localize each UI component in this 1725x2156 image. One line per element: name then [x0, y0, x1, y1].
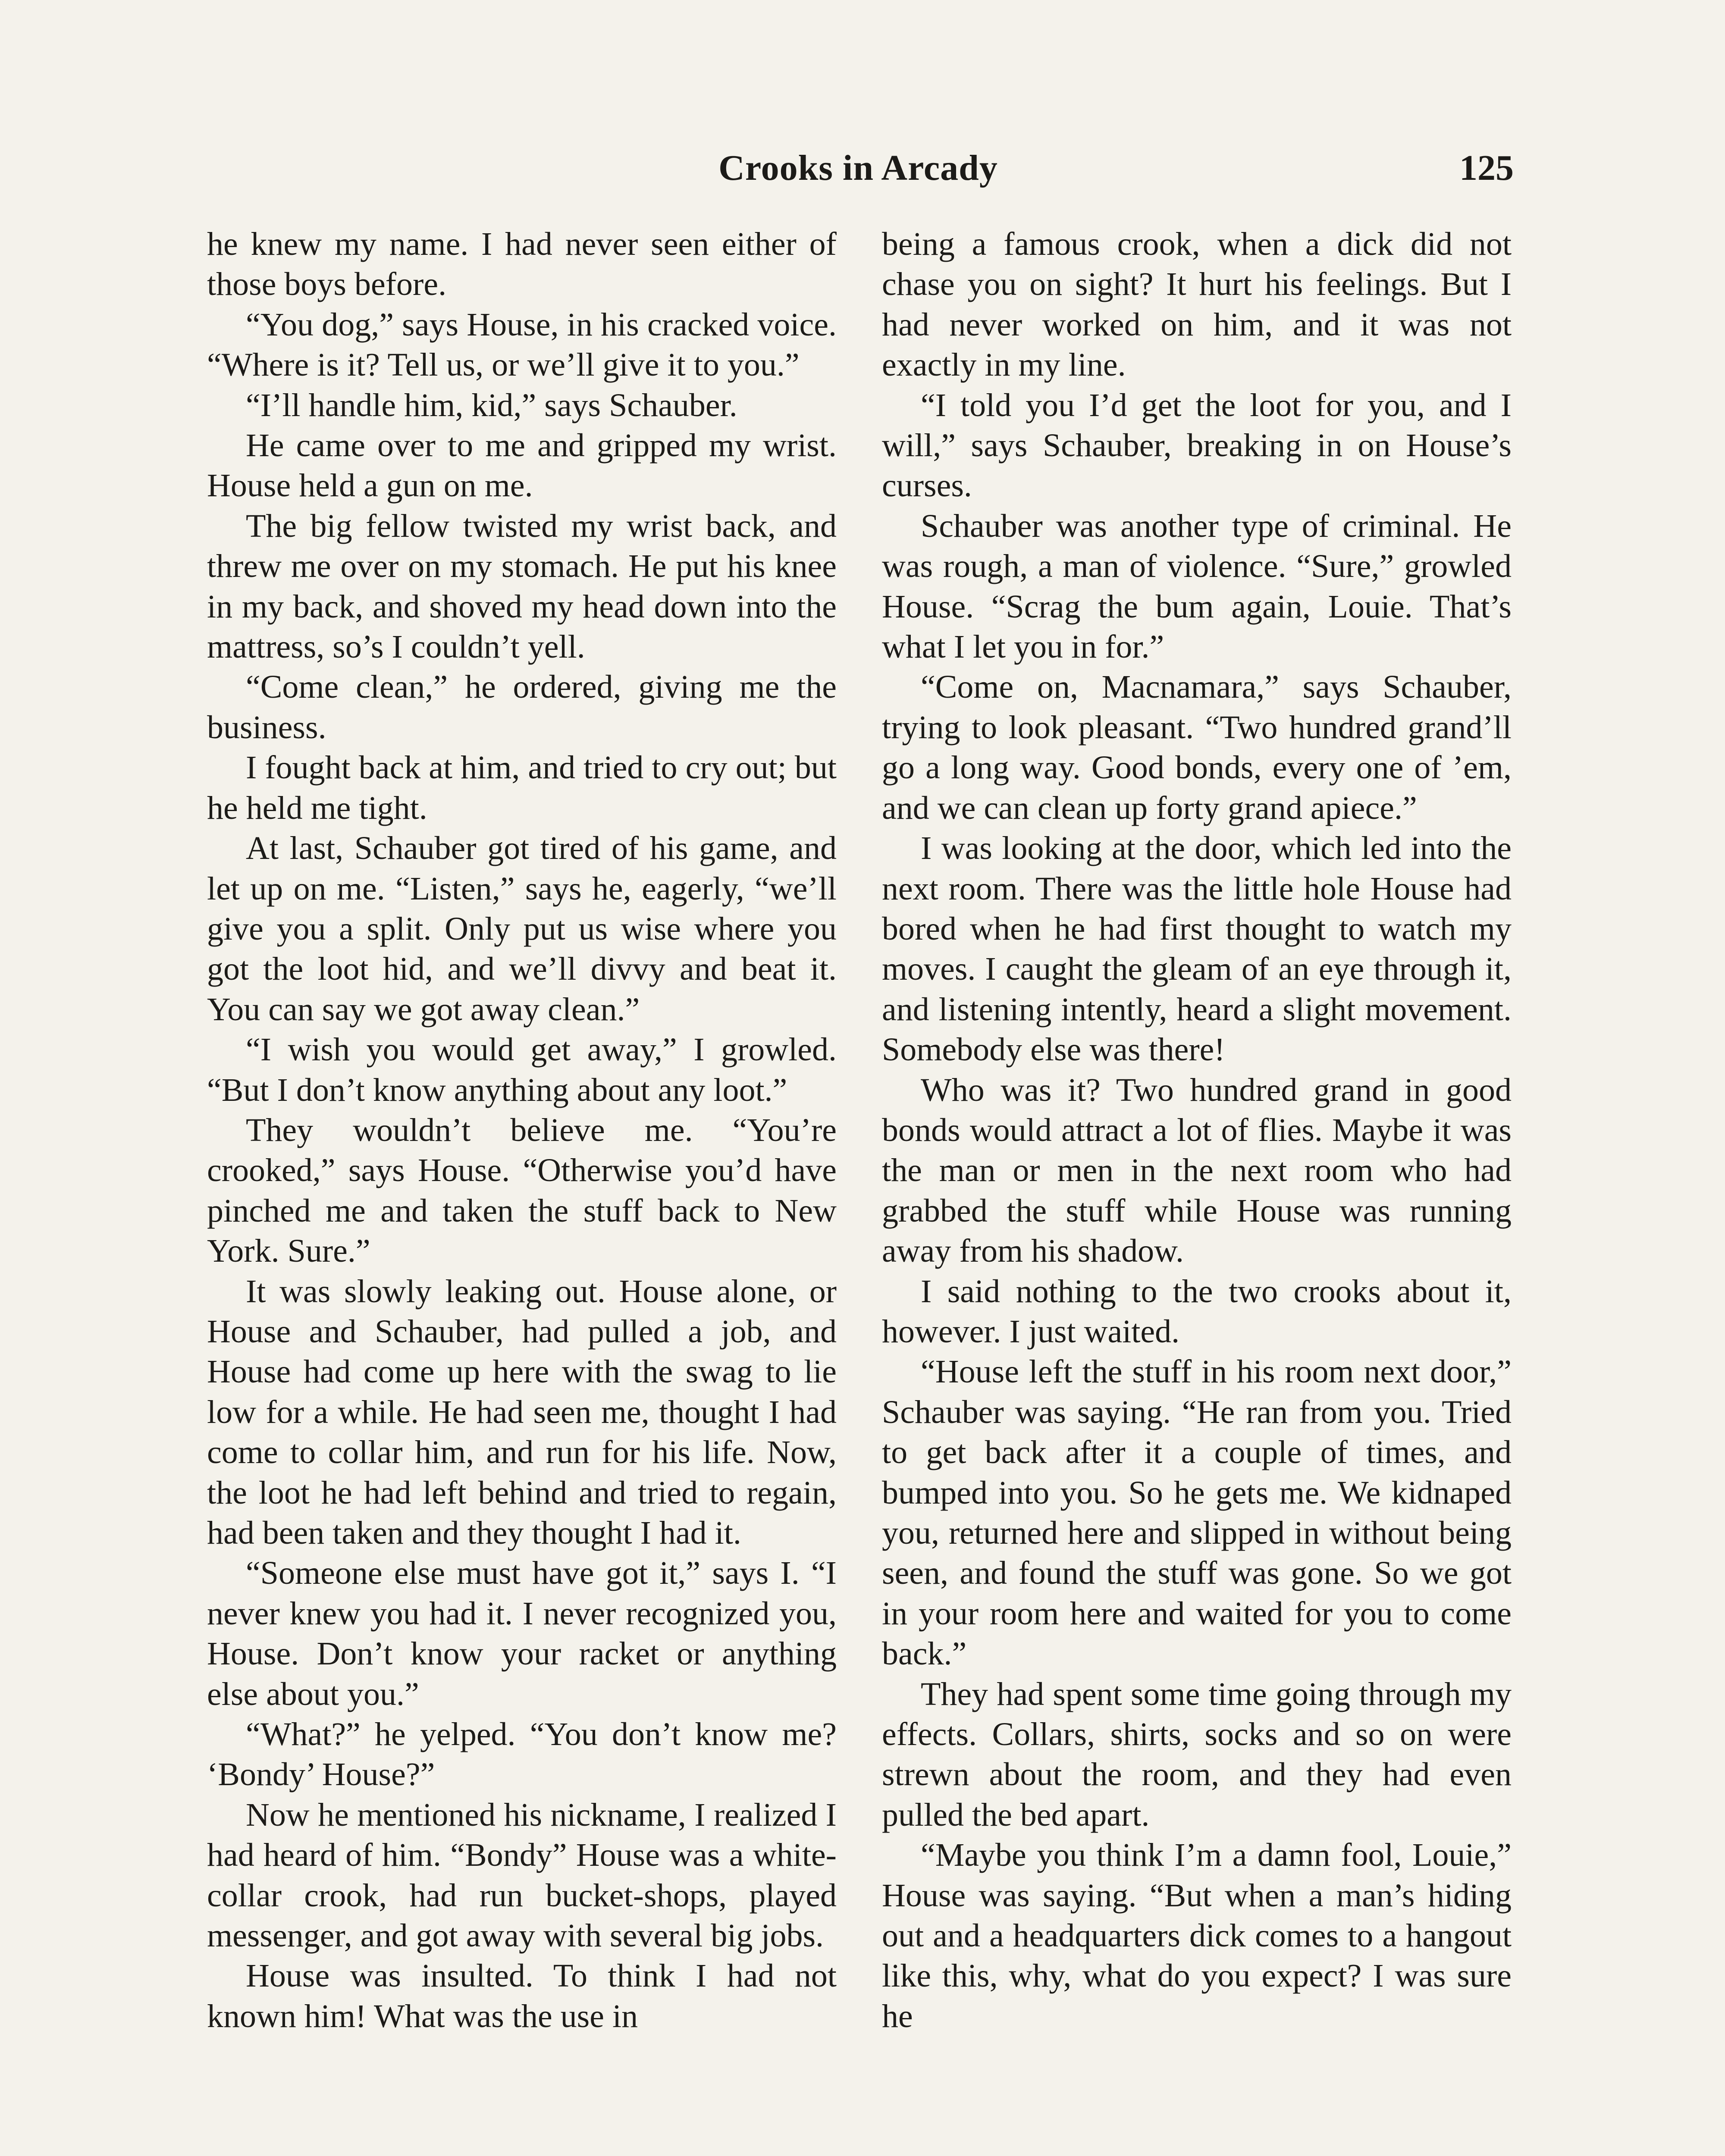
paragraph: He came over to me and gripped my wrist. House held a gun on me.	[207, 427, 837, 504]
paragraph: “I told you I’d get the loot for you, and I will,” says Schauber, breaking in on House’s curses.	[882, 387, 1512, 504]
paragraph: Who was it? Two hundred grand in good bonds would attract a lot of flies. Maybe it was the man or men in the next room who had grabbed the stuff while House was running away from his shadow.	[882, 1072, 1512, 1269]
paragraph: Now he mentioned his nickname, I realized I had heard of him. “Bondy” House was a white-collar crook, had run bucket-shops, played messenger, and got away with several big jobs.	[207, 1796, 837, 1954]
right-text-column	[882, 224, 1512, 2037]
paragraph: being a famous crook, when a dick did not chase you on sight? It hurt his feelings. But I had never worked on him, and it was not exactly in my line.	[882, 226, 1512, 383]
paragraph: “Maybe you think I’m a damn fool, Louie,” House was saying. “But when a man’s hiding out and a headquarters dick comes to a hangout like this, why, what do you expect? I was sure he	[882, 1837, 1512, 2034]
paragraph: At last, Schauber got tired of his game, and let up on me. “Listen,” says he, eagerly, “we’ll give you a split. Only put us wise where you got the loot hid, and we’ll divvy and beat it. You can say we got away clean.”	[207, 830, 837, 1028]
paragraph: “Come clean,” he ordered, giving me the business.	[207, 669, 837, 746]
paragraph: They had spent some time going through my effects. Collars, shirts, socks and so on were strewn about the room, and they had even pulled the bed apart.	[882, 1676, 1512, 1833]
paragraph: “I’ll handle him, kid,” says Schauber.	[246, 387, 737, 423]
paragraph: he knew my name. I had never seen either of those boys before.	[207, 226, 837, 303]
paragraph: “I wish you would get away,” I growled. “But I don’t know anything about any loot.”	[207, 1031, 837, 1108]
paragraph: I was looking at the door, which led into the next room. There was the little hole House had bored when he had first thought to watch my moves. I caught the gleam of an eye through it, and listening intently, heard a slight movement. Somebody else was there!	[882, 830, 1512, 1068]
paragraph: House was insulted. To think I had not known him! What was the use in	[207, 1958, 837, 2034]
paragraph: I said nothing to the two crooks about it, however. I just waited.	[882, 1273, 1512, 1350]
paragraph: “House left the stuff in his room next door,” Schauber was saying. “He ran from you. Tried to get back after it a couple of times, and bumped into you. So he gets me. We kidnaped you, returned here and slipped in without being seen, and found the stuff was gone. So we got in your room here and waited for you to come back.”	[882, 1354, 1512, 1672]
page-number: 125	[1459, 148, 1514, 188]
paragraph: “Come on, Macnamara,” says Schauber, trying to look pleasant. “Two hundred grand’ll go a long way. Good bonds, every one of ’em, and we can clean up forty grand apiece.”	[882, 669, 1512, 826]
paragraph: Schauber was another type of criminal. He was rough, a man of violence. “Sure,” growled House. “Scrag the bum again, Louie. That’s what I let you in for.”	[882, 508, 1512, 665]
running-header	[203, 142, 1514, 194]
paragraph: “You dog,” says House, in his cracked voice. “Where is it? Tell us, or we’ll give it to you.”	[207, 306, 837, 383]
paragraph: They wouldn’t believe me. “You’re crooked,” says House. “Otherwise you’d have pinched me and taken the stuff back to New York. Sure.”	[207, 1112, 837, 1269]
chapter-title: Crooks in Arcady	[718, 148, 998, 188]
paragraph: I fought back at him, and tried to cry out; but he held me tight.	[207, 749, 837, 826]
paragraph: The big fellow twisted my wrist back, and threw me over on my stomach. He put his knee in my back, and shoved my head down into the mattress, so’s I couldn’t yell.	[207, 508, 837, 665]
paragraph: It was slowly leaking out. House alone, or House and Schauber, had pulled a job, and House had come up here with the swag to lie low for a while. He had seen me, thought I had come to collar him, and run for his life. Now, the loot he had left behind and tried to regain, had been taken and they thought I had it.	[207, 1273, 837, 1551]
paragraph: “Someone else must have got it,” says I. “I never knew you had it. I never recognized you, House. Don’t know your racket or anything else about you.”	[207, 1555, 837, 1712]
paragraph: “What?” he yelped. “You don’t know me? ‘Bondy’ House?”	[207, 1716, 837, 1793]
left-text-column	[207, 224, 837, 2037]
